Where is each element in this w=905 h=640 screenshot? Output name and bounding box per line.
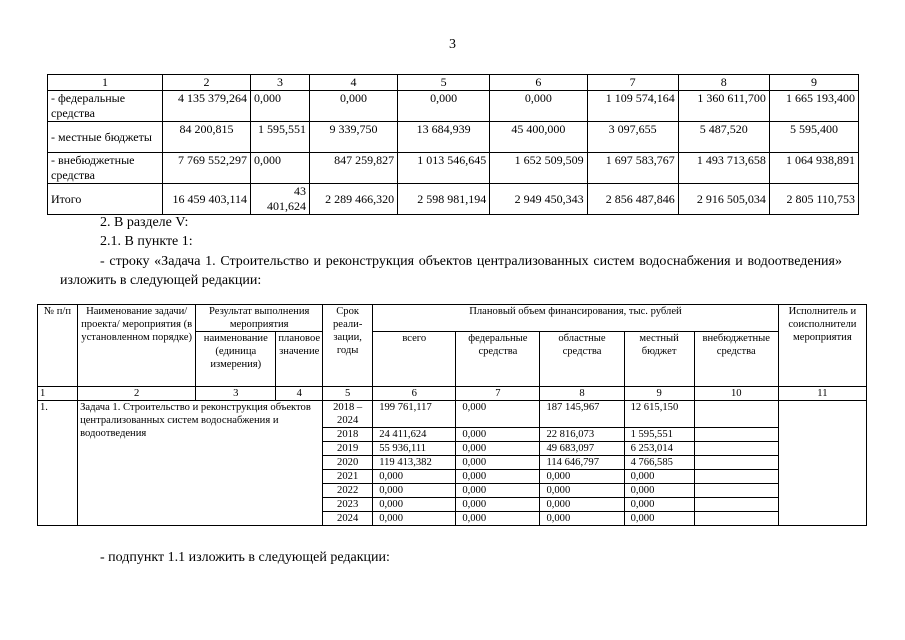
table-cell: 13 684,939 [398,122,490,153]
task-funding-table [37,304,867,526]
table-cell: 2 805 110,753 [769,184,858,215]
total-cell: 199 761,117 [373,401,456,428]
table-cell: 1 697 583,767 [587,153,678,184]
federal-cell: 0,000 [456,456,540,470]
table-cell: 2 856 487,846 [587,184,678,215]
year-cell: 2019 [323,442,373,456]
table-cell: 2 949 450,343 [490,184,587,215]
closing-paragraph: - подпункт 1.1 изложить в следующей редакции: [100,550,390,565]
table-cell: 1 665 193,400 [769,91,858,122]
extra-cell [694,456,778,470]
regional-cell: 22 816,073 [540,428,624,442]
table-header-row [38,305,867,332]
table-cell: 1 013 546,645 [398,153,490,184]
total-cell: 0,000 [373,470,456,484]
total-cell: 119 413,382 [373,456,456,470]
federal-cell: 0,000 [456,401,540,428]
header-term: Срок реали-зации, годы [323,305,373,387]
table-cell: 1 109 574,164 [587,91,678,122]
table-cell: 1 493 713,658 [678,153,769,184]
table-cell: 1 064 938,891 [769,153,858,184]
table-cell: 0,000 [490,91,587,122]
table-cell: 43 401,624 [251,184,310,215]
row-label: - внебюджетные средства [48,153,163,184]
table-cell: 5 595,400 [769,122,858,153]
executor-cell [778,401,866,526]
column-number: 1 [38,387,78,401]
column-number: 5 [398,75,490,91]
table-row [48,122,859,153]
table-row [38,401,867,428]
section-heading: 2. В разделе V: [100,215,189,230]
header-name: Наименование задачи/проекта/ мероприятия (в установленном порядке) [78,305,196,387]
column-number: 2 [162,75,250,91]
row-label: - местные бюджеты [48,122,163,153]
regional-cell: 0,000 [540,470,624,484]
task-name: Задача 1. Строительство и реконструкция объектов централизованных систем водоснабжения и водоотведения [78,401,323,526]
table-row-total [48,184,859,215]
local-cell: 0,000 [624,484,694,498]
year-cell: 2023 [323,498,373,512]
column-number: 3 [196,387,276,401]
table-cell: 1 360 611,700 [678,91,769,122]
local-cell: 0,000 [624,498,694,512]
local-cell: 0,000 [624,512,694,526]
header-num: № п/п [38,305,78,387]
table-cell: 84 200,815 [162,122,250,153]
table-cell: 2 289 466,320 [310,184,398,215]
table-row [48,91,859,122]
column-number: 7 [587,75,678,91]
header-federal: федеральные средства [456,332,540,387]
total-cell: 0,000 [373,512,456,526]
extra-cell [694,428,778,442]
column-number: 3 [251,75,310,91]
header-result: Результат выполнения мероприятия [196,305,323,332]
total-cell: 0,000 [373,484,456,498]
total-cell: 0,000 [373,498,456,512]
federal-cell: 0,000 [456,512,540,526]
header-extra: внебюджетные средства [694,332,778,387]
column-number: 7 [456,387,540,401]
table-cell: 1 595,551 [251,122,310,153]
extra-cell [694,498,778,512]
regional-cell: 0,000 [540,484,624,498]
subsection-heading: 2.1. В пункте 1: [100,234,193,249]
instruction-paragraph: - строку «Задача 1. Строительство и реконструкция объектов централизованных систем водоснабжения и водоотведения» изложить в следующей редакции: [60,254,842,288]
header-result-name: наименование (единица измерения) [196,332,276,387]
row-label: - федеральные средства [48,91,163,122]
extra-cell [694,512,778,526]
table-header-row [48,75,859,91]
federal-cell: 0,000 [456,484,540,498]
table-cell: 0,000 [310,91,398,122]
row-label: Итого [48,184,163,215]
column-numbers-row [38,387,867,401]
local-cell: 1 595,551 [624,428,694,442]
table-cell: 5 487,520 [678,122,769,153]
column-number: 11 [778,387,866,401]
federal-cell: 0,000 [456,428,540,442]
header-funding: Плановый объем финансирования, тыс. рублей [373,305,779,332]
regional-cell: 0,000 [540,512,624,526]
table-cell: 4 135 379,264 [162,91,250,122]
federal-cell: 0,000 [456,442,540,456]
column-number: 2 [78,387,196,401]
table-cell: 0,000 [251,91,310,122]
column-number: 8 [678,75,769,91]
table-cell: 2 916 505,034 [678,184,769,215]
table-cell: 16 459 403,114 [162,184,250,215]
funding-summary-table [47,74,859,215]
year-cell: 2021 [323,470,373,484]
local-cell: 6 253,014 [624,442,694,456]
table-cell: 45 400,000 [490,122,587,153]
federal-cell: 0,000 [456,470,540,484]
page-number: 3 [449,37,456,52]
table-cell: 1 652 509,509 [490,153,587,184]
column-number: 9 [769,75,858,91]
table-cell: 9 339,750 [310,122,398,153]
federal-cell: 0,000 [456,498,540,512]
regional-cell: 0,000 [540,498,624,512]
column-number: 6 [373,387,456,401]
extra-cell [694,470,778,484]
table-cell: 0,000 [251,153,310,184]
column-number: 5 [323,387,373,401]
year-cell: 2024 [323,512,373,526]
year-cell: 2020 [323,456,373,470]
table-cell: 2 598 981,194 [398,184,490,215]
extra-cell [694,401,778,428]
regional-cell: 114 646,797 [540,456,624,470]
local-cell: 4 766,585 [624,456,694,470]
table-cell: 0,000 [398,91,490,122]
extra-cell [694,442,778,456]
local-cell: 0,000 [624,470,694,484]
table-row [48,153,859,184]
table-cell: 847 259,827 [310,153,398,184]
header-result-plan: плановое значение [276,332,323,387]
regional-cell: 187 145,967 [540,401,624,428]
header-regional: областные средства [540,332,624,387]
table-cell: 3 097,655 [587,122,678,153]
column-number: 4 [276,387,323,401]
year-cell: 2018 [323,428,373,442]
table-cell: 7 769 552,297 [162,153,250,184]
column-number: 4 [310,75,398,91]
year-cell: 2018 – 2024 [323,401,373,428]
year-cell: 2022 [323,484,373,498]
regional-cell: 49 683,097 [540,442,624,456]
header-local: местный бюджет [624,332,694,387]
column-number: 10 [694,387,778,401]
extra-cell [694,484,778,498]
total-cell: 55 936,111 [373,442,456,456]
column-number: 6 [490,75,587,91]
column-number: 9 [624,387,694,401]
header-total: всего [373,332,456,387]
column-number: 1 [48,75,163,91]
task-number: 1. [38,401,78,526]
header-executor: Исполнитель и соисполнители мероприятия [778,305,866,387]
column-number: 8 [540,387,624,401]
local-cell: 12 615,150 [624,401,694,428]
total-cell: 24 411,624 [373,428,456,442]
